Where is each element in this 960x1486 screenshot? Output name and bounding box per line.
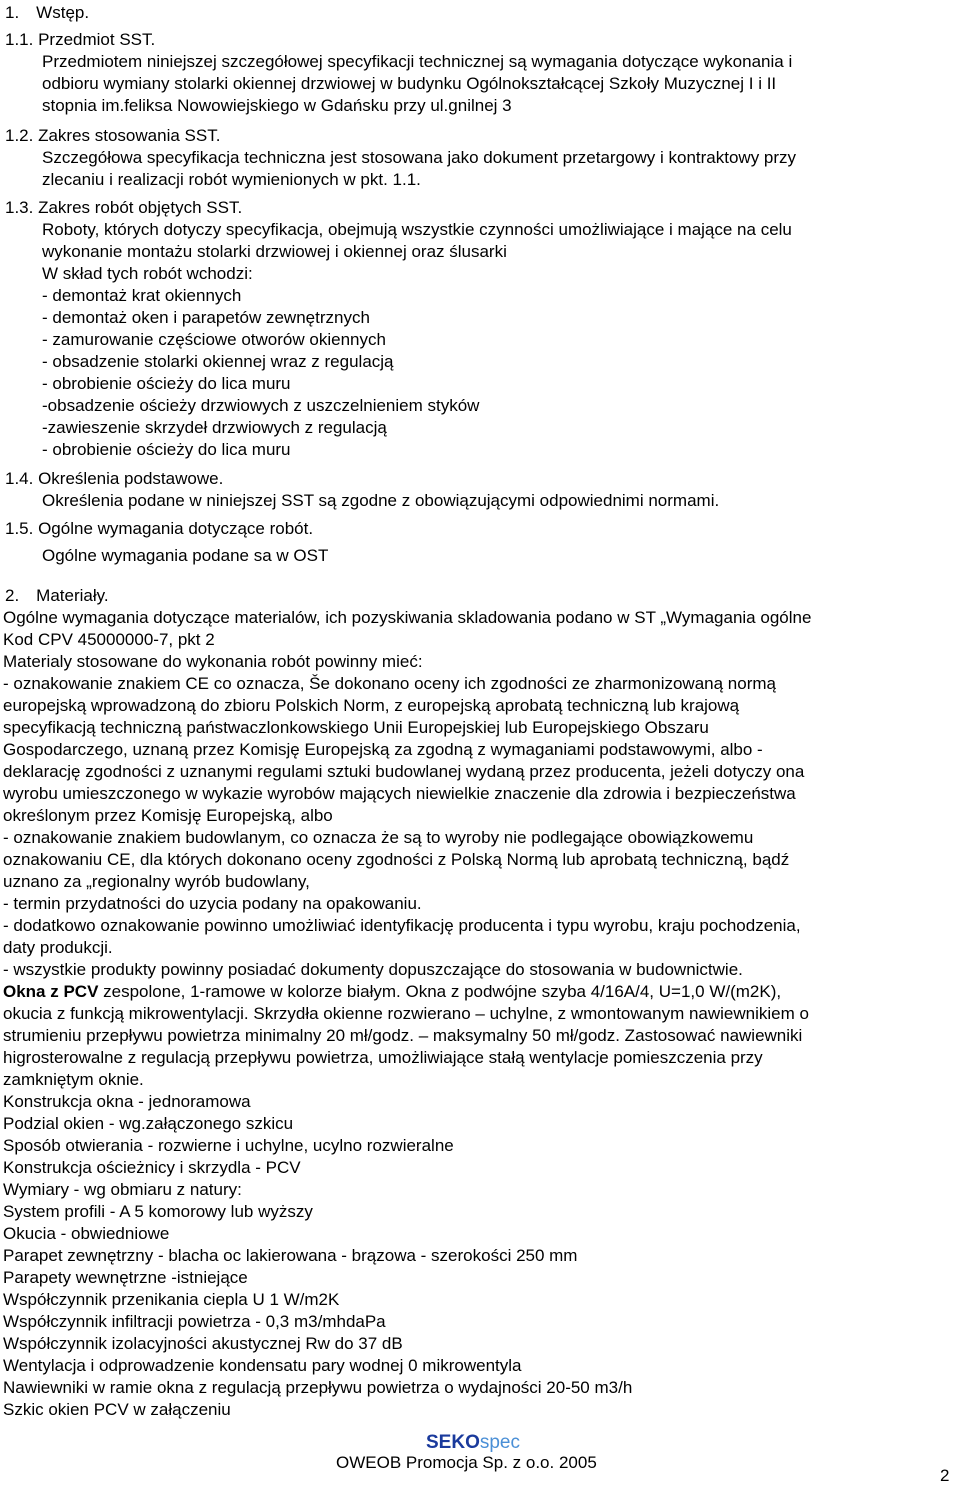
paragraph-line: strumieniu przepływu powietrza minimalny 20 mł/godz. – maksymalny 50 mł/godz. Zastosować nawiewniki	[3, 1026, 803, 1045]
paragraph-line: - oznakowanie znakiem budowlanym, co oznacza że są to wyroby nie podlegające obowiązkowemu	[3, 828, 754, 847]
okna-pcv-bold: Okna z PCV	[3, 982, 99, 1001]
list-item: -obsadzenie ościeży drzwiowych z uszczelnieniem styków	[42, 396, 480, 415]
list-item: - zamurowanie częściowe otworów okiennych	[42, 330, 386, 349]
paragraph-line: Materialy stosowane do wykonania robót powinny mieć:	[3, 652, 423, 671]
paragraph-line: Gospodarczego, uznaną przez Komisję Europejską za zgodną z wymaganiami podstawowymi, albo -	[3, 740, 763, 759]
paragraph-line: zamkniętym oknie.	[3, 1070, 144, 1089]
paragraph-line: specyfikacją techniczną państwaczlonkowskiego Unii Europejskiej lub Europejskiego Obszaru	[3, 718, 709, 737]
paragraph-line: Ogólne wymagania dotyczące materialów, ich pozyskiwania skladowania podano w ST „Wymagania ogólne	[3, 608, 812, 627]
spec-line: Szkic okien PCV w załączeniu	[3, 1400, 231, 1419]
paragraph-line: okucia z funkcją mikrowentylacji. Skrzydła okienne rozwierano – uchylne, z wmontowanym nawiewnikiem o	[3, 1004, 809, 1023]
paragraph-line: określonym przez Komisję Europejską, albo	[3, 806, 333, 825]
heading-1-2: 1.2. Zakres stosowania SST.	[5, 126, 221, 145]
paragraph-line: uznano za „regionalny wyrób budowlany,	[3, 872, 310, 891]
spec-line: Okucia - obwiedniowe	[3, 1224, 170, 1243]
paragraph-line: zlecaniu i realizacji robót wymienionych w pkt. 1.1.	[42, 170, 421, 189]
paragraph-line: - termin przydatności do uzycia podany na opakowaniu.	[3, 894, 422, 913]
paragraph-line: - dodatkowo oznakowanie powinno umożliwiać identyfikację producenta i typu wyrobu, kraju pochodzenia,	[3, 916, 801, 935]
spec-line: System profili - A 5 komorowy lub wyższy	[3, 1202, 313, 1221]
paragraph-line: W skład tych robót wchodzi:	[42, 264, 253, 283]
logo-light-part: spec	[479, 1432, 520, 1453]
spec-line: Konstrukcja okna - jednoramowa	[3, 1092, 251, 1111]
list-item: - obrobienie ościeży do lica muru	[42, 440, 291, 459]
paragraph-line: wykonanie montażu stolarki drzwiowej i okiennej oraz ślusarki	[42, 242, 507, 261]
footer-publisher: OWEOB Promocja Sp. z o.o. 2005	[336, 1453, 597, 1472]
heading-1: 1. Wstęp.	[5, 3, 90, 22]
paragraph-line: Kod CPV 45000000-7, pkt 2	[3, 630, 215, 649]
list-item: - obsadzenie stolarki okiennej wraz z regulacją	[42, 352, 394, 371]
paragraph-line: oznakowaniu CE, dla których dokonano oceny zgodności z Polską Normą lub aprobatą techniczną, bądź	[3, 850, 790, 869]
paragraph-line: Przedmiotem niniejszej szczegółowej specyfikacji technicznej są wymagania dotyczące wykonania i	[42, 52, 793, 71]
list-item: - demontaż krat okiennych	[42, 286, 242, 305]
heading-2: 2. Materiały.	[5, 586, 109, 605]
list-item: -zawieszenie skrzydeł drzwiowych z regulacją	[42, 418, 387, 437]
sekospec-logo	[426, 1432, 520, 1454]
spec-line: Wentylacja i odprowadzenie kondensatu pary wodnej 0 mikrowentyla	[3, 1356, 522, 1375]
paragraph-line: Ogólne wymagania podane sa w OST	[42, 546, 329, 565]
paragraph-line: europejską wprowadzoną do zbioru Polskich Norm, z europejską aprobatą techniczną lub krajową	[3, 696, 740, 715]
spec-line: Konstrukcja ościeżnicy i skrzydla - PCV	[3, 1158, 301, 1177]
paragraph-line: higrosterowalne z regulacją przepływu powietrza, umożliwiające stałą wentylacje pomieszczenia przy	[3, 1048, 763, 1067]
spec-line: Nawiewniki w ramie okna z regulacją przepływu powietrza o wydajności 20-50 m3/h	[3, 1378, 633, 1397]
paragraph-line: - oznakowanie znakiem CE co oznacza, Še dokonano oceny ich zgodności ze zharmonizowaną normą	[3, 674, 776, 693]
paragraph-line: wyrobu umieszczonego w wykazie wyrobów mających niewielkie znaczenie dla zdrowia i bezpieczeństwa	[3, 784, 796, 803]
spec-line: Współczynnik infiltracji powietrza - 0,3 m3/mhdaPa	[3, 1312, 386, 1331]
heading-1-5: 1.5. Ogólne wymagania dotyczące robót.	[5, 519, 314, 538]
paragraph-line: stopnia im.feliksa Nowowiejskiego w Gdańsku przy ul.gnilnej 3	[42, 96, 512, 115]
page-number: 2	[940, 1466, 950, 1485]
logo-bold-part: SEKO	[426, 1432, 480, 1453]
paragraph-line: deklarację zgodności z uznanymi regulami sztuki budowlanej wydaną przez producenta, jeżeli dotyczy ona	[3, 762, 805, 781]
paragraph-line: - wszystkie produkty powinny posiadać dokumenty dopuszczające do stosowania w budownictwie.	[3, 960, 743, 979]
spec-line: Parapet zewnętrzny - blacha oc lakierowana - brązowa - szerokości 250 mm	[3, 1246, 578, 1265]
okna-pcv-rest: zespolone, 1-ramowe w kolorze białym. Okna z podwójne szyba 4/16A/4, U=1,0 W/(m2K),	[98, 982, 782, 1001]
heading-1-3: 1.3. Zakres robót objętych SST.	[5, 198, 243, 217]
paragraph-line: Określenia podane w niniejszej SST są zgodne z obowiązującymi odpowiednimi normami.	[42, 491, 720, 510]
paragraph-line	[3, 982, 781, 1002]
list-item: - obrobienie ościeży do lica muru	[42, 374, 291, 393]
spec-line: Wymiary - wg obmiaru z natury:	[3, 1180, 242, 1199]
list-item: - demontaż oken i parapetów zewnętrznych	[42, 308, 370, 327]
paragraph-line: daty produkcji.	[3, 938, 113, 957]
paragraph-line: Szczegółowa specyfikacja techniczna jest stosowana jako dokument przetargowy i kontraktowy przy	[42, 148, 797, 167]
heading-1-4: 1.4. Określenia podstawowe.	[5, 469, 224, 488]
spec-line: Współczynnik izolacyjności akustycznej Rw do 37 dB	[3, 1334, 403, 1353]
spec-line: Współczynnik przenikania ciepla U 1 W/m2K	[3, 1290, 340, 1309]
spec-line: Parapety wewnętrzne -istniejące	[3, 1268, 248, 1287]
heading-1-1: 1.1. Przedmiot SST.	[5, 30, 156, 49]
paragraph-line: Roboty, których dotyczy specyfikacja, obejmują wszystkie czynności umożliwiające i mające na celu	[42, 220, 792, 239]
paragraph-line: odbioru wymiany stolarki okiennej drzwiowej w budynku Ogólnokształcącej Szkoły Muzycznej I i II	[42, 74, 777, 93]
spec-line: Podzial okien - wg.załączonego szkicu	[3, 1114, 294, 1133]
spec-line: Sposób otwierania - rozwierne i uchylne, ucylno rozwieralne	[3, 1136, 454, 1155]
